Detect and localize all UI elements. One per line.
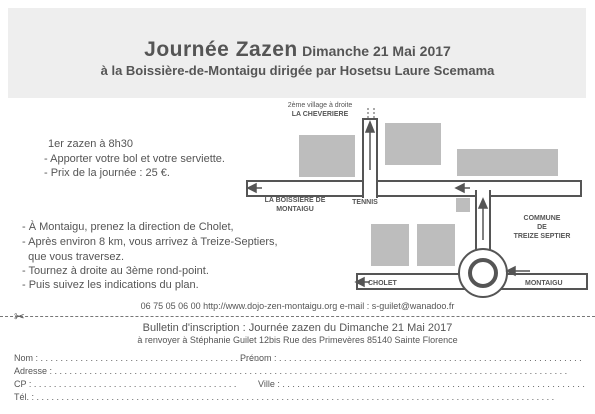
label-boissiere-line2: MONTAIGU [276,206,314,213]
direction-line-5: - Puis suivez les indications du plan. [22,279,199,291]
bulletin-address: à renvoyer à Stéphanie Guilet 12bis Rue des Primevères 85140 Sainte Florence [137,335,458,345]
bulletin-title: Bulletin d'inscription : Journée zazen du Dimanche 21 Mai 2017 [142,322,453,334]
title-main: Journée Zazen [144,38,298,61]
label-boissiere [255,196,335,214]
program-item-price: - Prix de la journée : 25 €. [44,167,170,179]
page-subtitle: à la Boissière-de-Montaigu dirigée par Hosetsu Laure Scemama [100,63,495,78]
scissors-icon: ✂ [14,309,25,324]
field-prenom[interactable]: Prénom : . . . . . . . . . . . . . . . . . . . . . . . . . . . . . . . . . . . . . . . . . . . . . . . . . . . . . . . . . . . . . [240,353,582,363]
cut-line [0,316,595,317]
label-commune-line2: DE [537,224,547,231]
field-nom[interactable]: Nom : . . . . . . . . . . . . . . . . . . . . . . . . . . . . . . . . . . . . . . . . . . . . . [14,353,264,363]
direction-line-2: - Après environ 8 km, vous arrivez à Treize-Septiers, [22,236,278,248]
field-ville[interactable]: Ville : . . . . . . . . . . . . . . . . . . . . . . . . . . . . . . . . . . . . . . . . . . . . . . . . . . . . . . . . . . . . . [258,379,585,389]
title-date: Dimanche 21 Mai 2017 [302,43,451,59]
direction-line-3: que vous traversez. [22,251,125,263]
field-cp[interactable]: CP : . . . . . . . . . . . . . . . . . . . . . . . . . . . . . . . . . . . . . . . . . [14,379,237,389]
label-cholet: CHOLET [368,280,397,287]
label-commune [502,214,582,241]
label-village [275,101,365,119]
label-commune-line3: TREIZE SEPTIER [513,233,571,240]
direction-line-4: - Tournez à droite au 3ème rond-point. [22,265,209,277]
direction-line-1: - À Montaigu, prenez la direction de Cholet, [22,221,234,233]
field-adresse[interactable]: Adresse : . . . . . . . . . . . . . . . . . . . . . . . . . . . . . . . . . . . . . . . . . . . . . . . . . . . . . . . . . . . . . . . . . . . . . . . . . . . . . . . . . . . . . . . . . . . . . . . . . . . . . . . [14,366,568,376]
label-boissiere-line1: LA BOISSIERE DE [264,197,326,204]
label-village-line1: 2ème village à droite [287,102,353,109]
program-first: 1er zazen à 8h30 [48,138,134,150]
label-tennis: TENNIS [352,199,378,206]
field-tel[interactable]: Tél. : . . . . . . . . . . . . . . . . . . . . . . . . . . . . . . . . . . . . . . . . . . . . . . . . . . . . . . . . . . . . . . . . . . . . . . . . . . . . . . . . . . . . . . . . . . . . . . . . . . . . . . . . [14,392,555,402]
label-commune-line1: COMMUNE [523,215,561,222]
label-village-line2: LA CHEVERIERE [291,111,349,118]
contact-line: 06 75 05 06 00 http://www.dojo-zen-montaigu.org e-mail : s-guilet@wanadoo.fr [140,301,455,311]
label-montaigu: MONTAIGU [525,280,563,287]
program-item-bowl: - Apporter votre bol et votre serviette. [44,153,225,165]
